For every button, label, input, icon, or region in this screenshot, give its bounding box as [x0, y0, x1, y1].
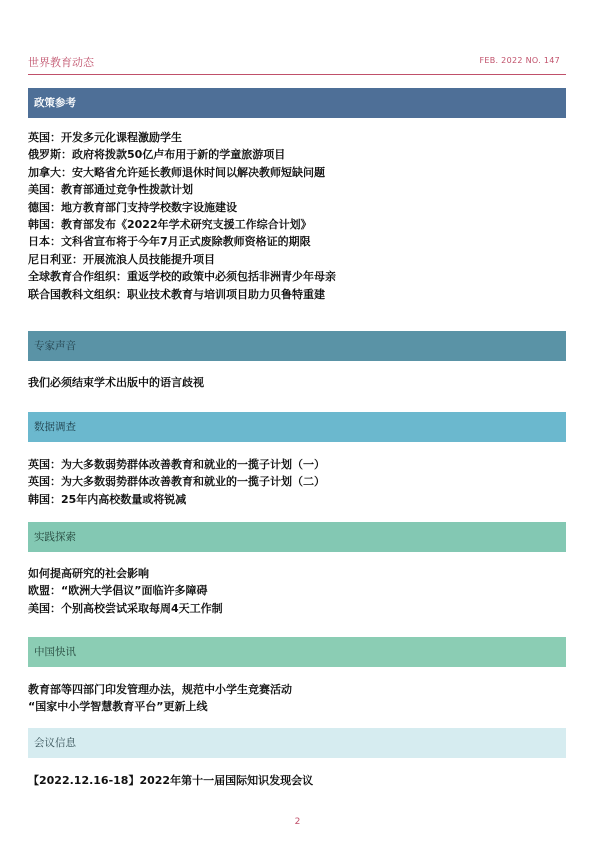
section-header-policy: 政策参考: [28, 88, 566, 118]
section-header-china: 中国快讯: [28, 637, 566, 667]
list-item[interactable]: 全球教育合作组织：重返学校的政策中必须包括非洲青少年母亲: [28, 270, 336, 284]
list-item[interactable]: 德国：地方教育部门支持学校数字设施建设: [28, 200, 237, 214]
list-item[interactable]: 美国：个别高校尝试采取每周4天工作制: [28, 601, 223, 615]
list-item[interactable]: 英国：开发多元化课程激励学生: [28, 131, 182, 144]
list-item[interactable]: 如何提高研究的社会影响: [28, 567, 149, 580]
list-item[interactable]: “国家中小学智慧教育平台”更新上线: [28, 700, 208, 714]
china-list: [28, 681, 566, 716]
list-item[interactable]: 日本：文科省宣布将于今年7月正式废除教师资格证的期限: [28, 235, 311, 249]
section-header-practice: 实践探索: [28, 522, 566, 552]
publication-title: 世界教育动态: [28, 56, 94, 69]
list-item[interactable]: 欧盟：“欧洲大学倡议”面临许多障碍: [28, 584, 208, 598]
list-item[interactable]: 我们必须结束学术出版中的语言歧视: [28, 376, 204, 389]
section-header-expert: 专家声音: [28, 331, 566, 361]
issue-label: FEB. 2022 NO. 147: [479, 56, 560, 65]
list-item[interactable]: 韩国：教育部发布《2022年学术研究支援工作综合计划》: [28, 218, 312, 232]
list-item[interactable]: 加拿大：安大略省允许延长教师退休时间以解决教师短缺问题: [28, 165, 325, 179]
running-header: [28, 54, 566, 75]
list-item[interactable]: 【2022.12.16-18】2022年第十一届国际知识发现会议: [28, 774, 314, 787]
list-item[interactable]: 教育部等四部门印发管理办法，规范中小学生竞赛活动: [28, 683, 292, 696]
policy-list: [28, 129, 566, 303]
list-item[interactable]: 英国：为大多数弱势群体改善教育和就业的一揽子计划（一）: [28, 458, 325, 471]
list-item[interactable]: 英国：为大多数弱势群体改善教育和就业的一揽子计划（二）: [28, 475, 325, 489]
practice-list: [28, 565, 566, 617]
page-number: 2: [294, 817, 301, 827]
list-item[interactable]: 联合国教科文组织：职业技术教育与培训项目助力贝鲁特重建: [28, 287, 325, 301]
section-header-survey: 数据调查: [28, 412, 566, 442]
section-header-meeting: 会议信息: [28, 728, 566, 758]
list-item[interactable]: 俄罗斯：政府将拨款50亿卢布用于新的学童旅游项目: [28, 148, 286, 162]
survey-list: [28, 456, 566, 508]
list-item[interactable]: 美国：教育部通过竞争性拨款计划: [28, 183, 193, 197]
expert-list: [28, 374, 566, 391]
list-item[interactable]: 尼日利亚：开展流浪人员技能提升项目: [28, 252, 215, 266]
meeting-list: [28, 772, 566, 789]
list-item[interactable]: 韩国：25年内高校数量或将锐减: [28, 492, 187, 506]
